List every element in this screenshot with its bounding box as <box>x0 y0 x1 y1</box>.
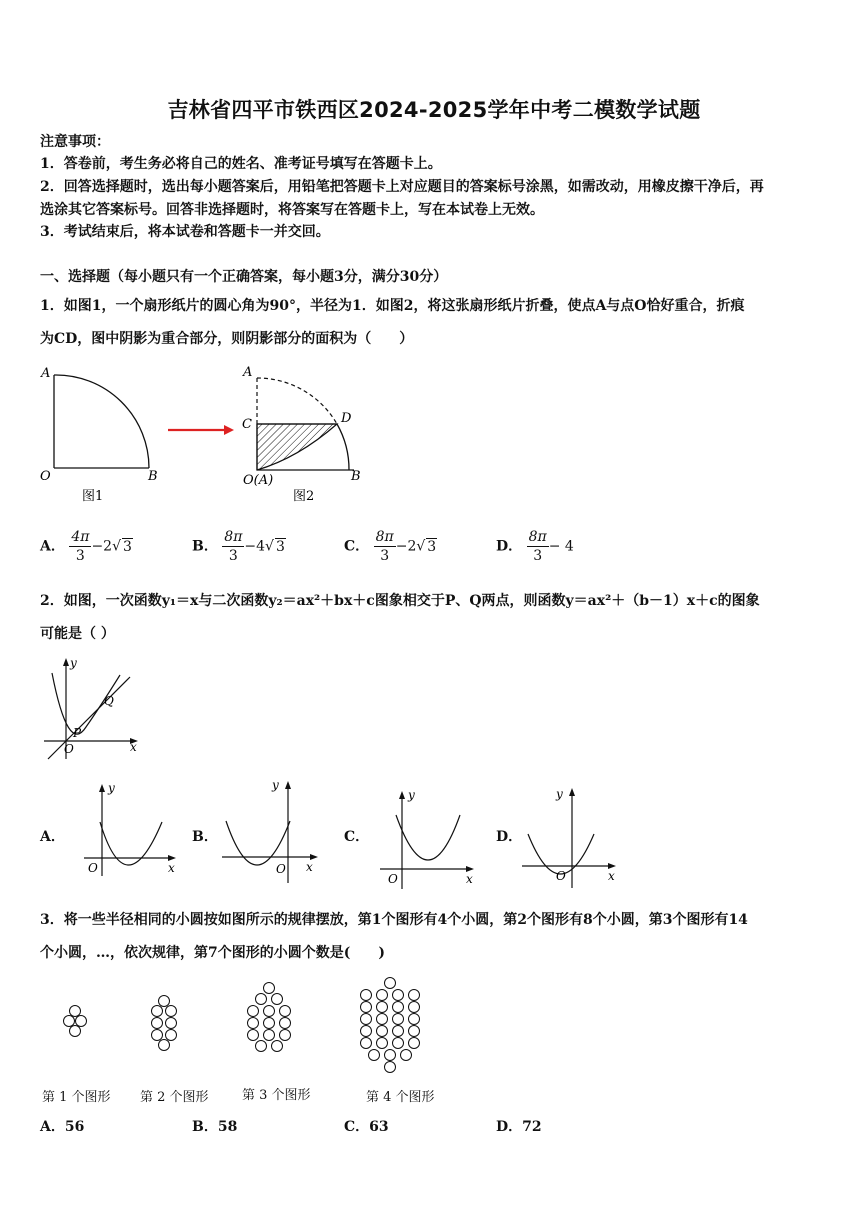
figure-caption: 第 3 个图形 <box>242 1088 311 1103</box>
figure-caption: 图1 <box>82 489 104 504</box>
point-label: O(A) <box>243 473 274 488</box>
notice-item: 2．回答选择题时，选出每小题答案后，用铅笔把答题卡上对应题目的答案标号涂黑，如需改动，用橡皮擦干净后，再 <box>40 179 764 195</box>
question-2-text <box>40 585 830 651</box>
pattern-4 <box>361 978 420 1073</box>
option-value: 56 <box>64 1119 85 1135</box>
point-label: Q <box>104 694 114 708</box>
axis-label: x <box>466 872 473 886</box>
axis-label: x <box>608 869 615 883</box>
option-label: A． <box>40 1119 65 1135</box>
option-label: D． <box>496 1119 523 1135</box>
question-line: 可能是（ ） <box>40 626 115 642</box>
option-term: − 4 <box>548 538 574 555</box>
fraction <box>222 528 244 565</box>
notice-item: 1．答卷前，考生务必将自己的姓名、准考证号填写在答题卡上。 <box>40 156 442 172</box>
question-line: 1．如图1，一个扇形纸片的圆心角为90°，半径为1．如图2，将这张扇形纸片折叠，使点A与点O恰好重合，折痕 <box>40 298 745 314</box>
point-label: O <box>40 469 51 484</box>
option-label: C． <box>344 538 370 555</box>
option-label: A． <box>40 538 65 555</box>
question-3-text <box>40 904 830 970</box>
point-label: A <box>41 366 51 381</box>
fraction <box>69 528 91 565</box>
option-label: B． <box>192 1119 218 1135</box>
option-label: C． <box>344 1119 370 1135</box>
option-c-graph <box>378 785 482 893</box>
option-label: B． <box>192 829 218 845</box>
question-1-figures <box>36 360 376 510</box>
axis-label: y <box>70 656 77 670</box>
radicand: 3 <box>275 538 285 555</box>
point-label: D <box>341 411 352 426</box>
option-b[interactable] <box>192 826 218 846</box>
option-c[interactable] <box>344 826 369 846</box>
option-term: −2 <box>395 538 417 555</box>
origin-label: O <box>276 862 286 876</box>
option-label: D． <box>496 538 523 555</box>
denominator: 3 <box>228 548 238 564</box>
axis-label: y <box>272 778 279 792</box>
option-value: 63 <box>369 1119 389 1135</box>
option-term: −2 <box>91 538 113 555</box>
option-c[interactable] <box>344 1116 389 1136</box>
point-label: C <box>242 417 252 432</box>
numerator: 8π <box>528 529 547 545</box>
axis-label: y <box>108 781 115 795</box>
notice-item: 3．考试结束后，将本试卷和答题卡一并交回。 <box>40 224 330 240</box>
denominator: 3 <box>380 548 390 564</box>
option-b[interactable]: B． $\frac{8\pi}{3}$ −4√ 3 <box>192 529 285 564</box>
pattern-1 <box>64 1006 87 1037</box>
denominator: 3 <box>533 548 543 564</box>
option-value: 72 <box>522 1119 542 1135</box>
point-label: B <box>148 469 158 484</box>
option-value: 58 <box>217 1119 238 1135</box>
question-line: 为CD，图中阴影为重合部分，则阴影部分的面积为（ ） <box>40 331 414 347</box>
question-line: 3．将一些半径相同的小圆按如图所示的规律摆放，第1个图形有4个小圆，第2个图形有8个小圆，第3个图形有14 <box>40 912 748 928</box>
option-label: A． <box>40 829 65 845</box>
figure-caption: 第 4 个图形 <box>366 1090 435 1105</box>
option-b-graph <box>222 775 326 887</box>
option-d[interactable] <box>496 826 522 846</box>
numerator: 8π <box>375 529 394 545</box>
point-label: P <box>73 726 82 740</box>
origin-label: O <box>88 861 98 875</box>
option-term: −4 <box>244 538 266 555</box>
arrow-icon <box>168 425 234 435</box>
origin-label: O <box>556 869 566 883</box>
option-label: D． <box>496 829 523 845</box>
origin-label: O <box>388 872 398 886</box>
fraction <box>527 528 549 565</box>
origin-label: O <box>64 742 74 756</box>
numerator: 8π <box>224 529 243 545</box>
radicand: 3 <box>427 538 437 555</box>
axis-label: y <box>556 787 563 801</box>
option-a-graph <box>80 778 184 878</box>
page-title: 吉林省四平市铁西区2024-2025学年中考二模数学试题 <box>167 98 701 122</box>
figure-caption: 第 1 个图形 <box>42 1090 111 1105</box>
option-c[interactable]: C． $\frac{8\pi}{3}$ −2√ 3 <box>344 529 437 564</box>
pattern-2 <box>152 996 177 1051</box>
fraction <box>374 528 396 565</box>
axis-label: x <box>168 861 175 875</box>
point-label: A <box>243 365 253 380</box>
option-a[interactable] <box>40 826 65 846</box>
point-label: B <box>351 469 361 484</box>
numerator: 4π <box>71 529 90 545</box>
question-line: 个小圆，…，依次规律，第7个图形的小圆个数是( ) <box>40 945 385 961</box>
option-d-graph <box>520 782 624 892</box>
question-2-figure <box>38 655 148 765</box>
question-line: 2．如图，一次函数y₁＝x与二次函数y₂＝ax²＋bx＋c图象相交于P、Q两点，则函数y＝ax²＋（b－1）x＋c的图象 <box>40 593 760 609</box>
option-d[interactable] <box>496 528 574 565</box>
axis-label: x <box>306 860 313 874</box>
denominator: 3 <box>75 548 85 564</box>
option-b[interactable] <box>192 1116 237 1136</box>
axis-label: y <box>408 788 415 802</box>
figure-1 <box>40 366 158 504</box>
figure-caption: 第 2 个图形 <box>140 1090 209 1105</box>
option-label: B． <box>192 538 218 555</box>
section-heading: 一、选择题（每小题只有一个正确答案，每小题3分，满分30分） <box>40 269 448 285</box>
figure-caption: 图2 <box>293 489 315 504</box>
option-d[interactable] <box>496 1116 542 1136</box>
option-label: C． <box>344 829 370 845</box>
option-a[interactable]: A． $\frac{4\pi}{3}$ −2√ 3 <box>40 529 132 564</box>
figure-2 <box>242 365 361 504</box>
notice-item: 选涂其它答案标号。回答非选择题时，将答案写在答题卡上，写在本试卷上无效。 <box>40 202 544 218</box>
radicand: 3 <box>123 538 132 555</box>
notice-heading: 注意事项： <box>40 134 110 150</box>
axis-label: x <box>130 740 137 754</box>
option-a[interactable] <box>40 1116 84 1136</box>
question-1-text <box>40 290 830 356</box>
pattern-3 <box>248 983 291 1052</box>
